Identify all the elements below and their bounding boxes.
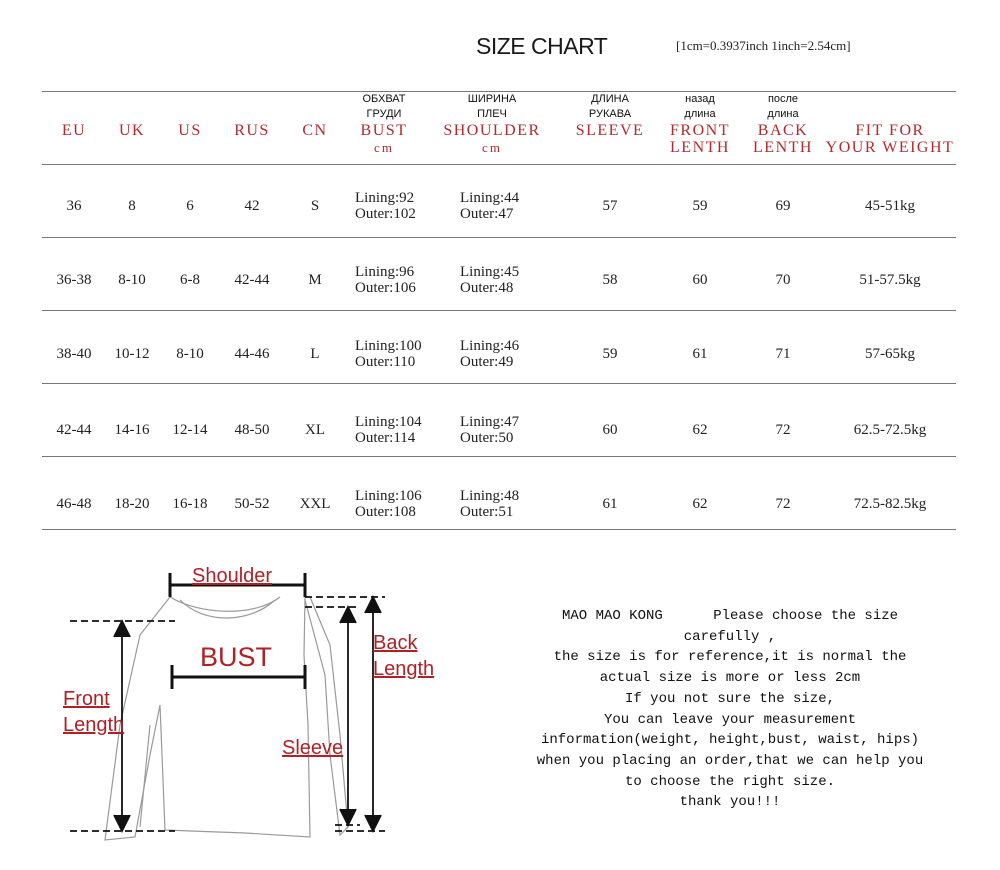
table-cell-eu: 36 bbox=[66, 198, 82, 214]
table-cell-sleeve: 58 bbox=[602, 272, 618, 288]
column-header-ru: ОБХВАТ ГРУДИ bbox=[362, 93, 406, 120]
table-cell-sleeve: 59 bbox=[602, 346, 618, 362]
table-cell-back: 72 bbox=[775, 422, 791, 438]
table-row-rule bbox=[42, 456, 956, 457]
note-line: carefully , bbox=[683, 628, 777, 645]
table-cell-front: 59 bbox=[692, 198, 708, 214]
table-cell-uk: 8 bbox=[128, 198, 136, 214]
table-cell-us: 6 bbox=[186, 198, 194, 214]
back-label-line2: Length bbox=[373, 658, 435, 680]
table-cell-eu: 36-38 bbox=[56, 272, 92, 288]
column-header-ru: ШИРИНА ПЛЕЧ bbox=[467, 93, 517, 120]
note-line: when you placing an order,that we can help you bbox=[536, 752, 924, 769]
table-cell-front: 62 bbox=[692, 422, 708, 438]
table-cell-rus: 50-52 bbox=[234, 496, 270, 512]
table-cell-rus: 48-50 bbox=[234, 422, 270, 438]
column-header: FIT FOR YOUR WEIGHT bbox=[825, 122, 955, 156]
table-cell-weight: 45-51kg bbox=[865, 198, 915, 214]
sleeve-measure bbox=[305, 607, 360, 825]
table-row-rule bbox=[42, 164, 956, 165]
table-cell-uk: 10-12 bbox=[114, 346, 150, 362]
table-cell-eu: 42-44 bbox=[56, 422, 92, 438]
bust-label: BUST bbox=[200, 642, 273, 672]
unit-conversion: [1cm=0.3937inch 1inch=2.54cm] bbox=[676, 38, 851, 53]
table-cell-eu: 46-48 bbox=[56, 496, 92, 512]
table-cell-us: 6-8 bbox=[180, 272, 200, 288]
table-cell-shoulder: Lining:46 Outer:49 bbox=[460, 338, 520, 370]
table-cell-uk: 18-20 bbox=[114, 496, 150, 512]
table-cell-weight: 51-57.5kg bbox=[859, 272, 921, 288]
table-cell-rus: 42-44 bbox=[234, 272, 270, 288]
note-line: thank you!!! bbox=[679, 794, 781, 811]
note-line: to choose the right size. bbox=[624, 773, 836, 790]
note-line: You can leave your measurement bbox=[603, 711, 857, 728]
table-cell-sleeve: 60 bbox=[602, 422, 618, 438]
note-line: If you not sure the size, bbox=[624, 690, 836, 707]
table-cell-us: 12-14 bbox=[172, 422, 208, 438]
table-cell-weight: 62.5-72.5kg bbox=[853, 422, 927, 438]
size-advice-note bbox=[516, 606, 944, 813]
front-label-line1: Front bbox=[63, 688, 110, 710]
table-cell-bust: Lining:104 Outer:114 bbox=[355, 414, 422, 446]
table-cell-sleeve: 57 bbox=[602, 198, 618, 214]
table-cell-back: 71 bbox=[775, 346, 791, 362]
table-cell-shoulder: Lining:48 Outer:51 bbox=[460, 488, 520, 520]
table-cell-cn: XL bbox=[305, 422, 325, 438]
table-cell-shoulder: Lining:44 Outer:47 bbox=[460, 190, 520, 222]
table-cell-shoulder: Lining:47 Outer:50 bbox=[460, 414, 520, 446]
column-header: US bbox=[178, 122, 202, 139]
column-header: RUS bbox=[234, 122, 270, 139]
table-cell-sleeve: 61 bbox=[602, 496, 618, 512]
back-length-label bbox=[373, 630, 434, 682]
table-cell-uk: 8-10 bbox=[118, 272, 146, 288]
column-header-ru: после длина bbox=[767, 93, 799, 120]
note-line: the size is for reference,it is normal the bbox=[553, 649, 907, 666]
column-header: BACK LENTH bbox=[753, 122, 813, 156]
garment-outline bbox=[105, 597, 348, 840]
page-title: SIZE CHART bbox=[476, 33, 608, 59]
table-cell-bust: Lining:92 Outer:102 bbox=[355, 190, 416, 222]
table-cell-rus: 42 bbox=[244, 198, 260, 214]
table-row-rule bbox=[42, 383, 956, 384]
table-cell-weight: 72.5-82.5kg bbox=[853, 496, 927, 512]
column-header-ru: ДЛИНА РУКАВА bbox=[588, 93, 632, 120]
note-line: MAO MAO KONG Please choose the size bbox=[561, 608, 899, 624]
table-cell-uk: 14-16 bbox=[114, 422, 150, 438]
column-header: EU bbox=[61, 122, 87, 139]
table-cell-weight: 57-65kg bbox=[865, 346, 915, 362]
table-cell-front: 61 bbox=[692, 346, 708, 362]
column-header: FRONT LENTH bbox=[670, 122, 730, 156]
table-cell-bust: Lining:100 Outer:110 bbox=[355, 338, 422, 370]
sleeve-label: Sleeve bbox=[282, 737, 344, 759]
table-cell-cn: L bbox=[310, 346, 320, 362]
table-cell-us: 16-18 bbox=[172, 496, 208, 512]
table-row-rule bbox=[42, 529, 956, 530]
table-cell-cn: M bbox=[308, 272, 322, 288]
column-header: SLEEVE bbox=[575, 122, 645, 139]
column-header: UK bbox=[118, 122, 146, 139]
table-cell-front: 62 bbox=[692, 496, 708, 512]
table-cell-back: 70 bbox=[775, 272, 791, 288]
back-label-line1: Back bbox=[373, 632, 418, 654]
column-header: SHOULDER cm bbox=[443, 122, 541, 155]
table-cell-eu: 38-40 bbox=[56, 346, 92, 362]
table-cell-rus: 44-46 bbox=[234, 346, 270, 362]
table-cell-cn: XXL bbox=[299, 496, 331, 512]
table-cell-back: 72 bbox=[775, 496, 791, 512]
table-cell-bust: Lining:106 Outer:108 bbox=[355, 488, 422, 520]
table-cell-shoulder: Lining:45 Outer:48 bbox=[460, 264, 520, 296]
column-header-ru: назад длина bbox=[684, 93, 716, 120]
note-line: information(weight, height,bust, waist, hips) bbox=[540, 732, 920, 749]
front-length-label bbox=[63, 686, 124, 738]
table-cell-front: 60 bbox=[692, 272, 708, 288]
table-cell-cn: S bbox=[310, 198, 320, 214]
column-header: BUST cm bbox=[360, 122, 408, 155]
table-cell-back: 69 bbox=[775, 198, 791, 214]
note-line: actual size is more or less 2cm bbox=[599, 670, 861, 687]
table-row-rule bbox=[42, 237, 956, 238]
shoulder-label: Shoulder bbox=[192, 565, 273, 587]
table-cell-us: 8-10 bbox=[176, 346, 204, 362]
front-label-line2: Length bbox=[63, 714, 125, 736]
table-cell-bust: Lining:96 Outer:106 bbox=[355, 264, 416, 296]
table-row-rule bbox=[42, 310, 956, 311]
column-header: CN bbox=[302, 122, 328, 139]
